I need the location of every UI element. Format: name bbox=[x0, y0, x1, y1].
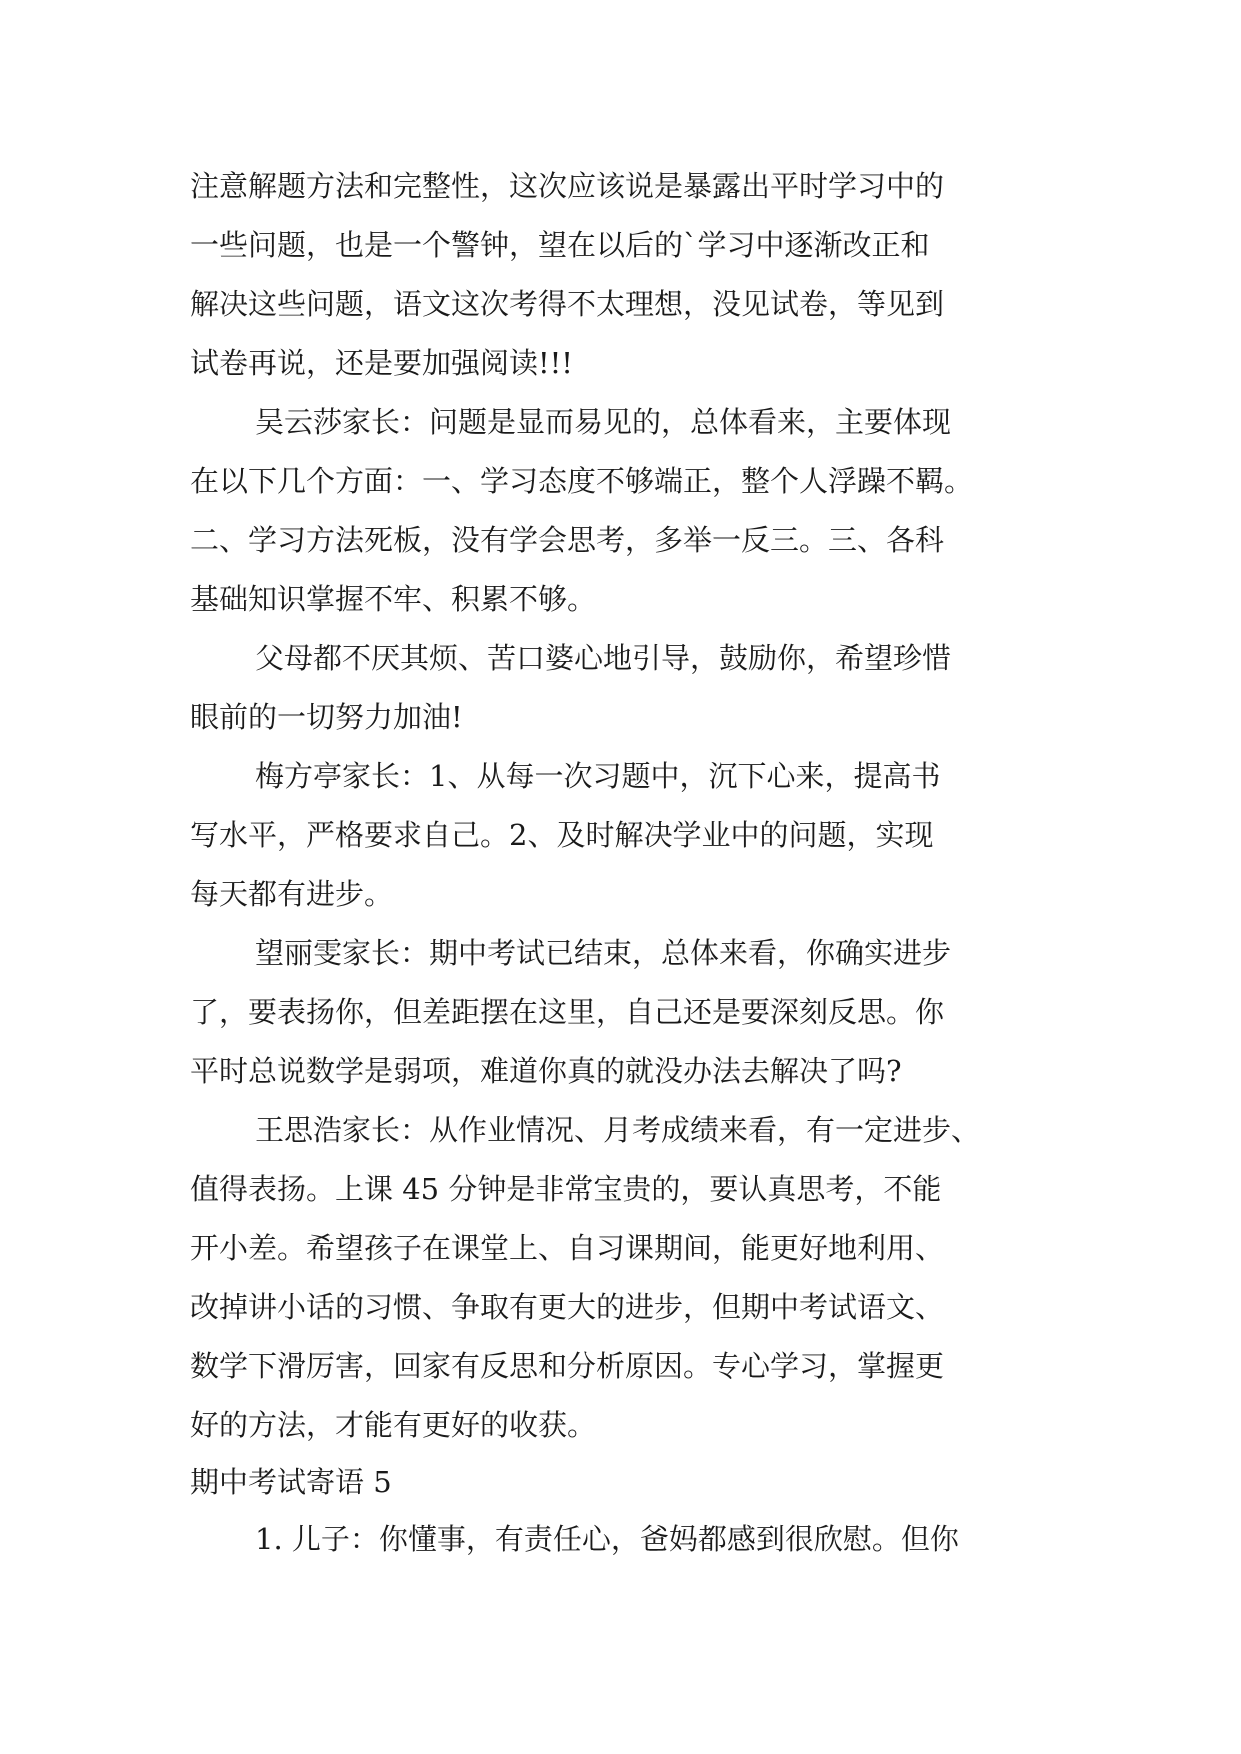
paragraph-first-line: 1. 儿子：你懂事，有责任心，爸妈都感到很欣慰。但你 bbox=[255, 1522, 959, 1556]
paragraph-first-line: 王思浩家长：从作业情况、月考成绩来看，有一定进步、 bbox=[255, 1113, 981, 1147]
text-line: 每天都有进步。 bbox=[190, 877, 394, 911]
text-line: 在以下几个方面：一、学习态度不够端正，整个人浮躁不羁。 bbox=[190, 464, 974, 498]
text-line: 了，要表扬你，但差距摆在这里，自己还是要深刻反思。你 bbox=[190, 995, 945, 1029]
text-line: 一些问题，也是一个警钟，望在以后的`学习中逐渐改正和 bbox=[190, 228, 930, 262]
text-line: 二、学习方法死板，没有学会思考，多举一反三。三、各科 bbox=[190, 523, 945, 557]
text-line: 数学下滑厉害，回家有反思和分析原因。专心学习，掌握更 bbox=[190, 1349, 945, 1383]
paragraph-first-line: 梅方亭家长：1、从每一次习题中，沉下心来，提高书 bbox=[255, 759, 941, 793]
section-heading: 期中考试寄语 5 bbox=[190, 1465, 392, 1499]
text-line: 试卷再说，还是要加强阅读!!! bbox=[190, 346, 573, 380]
text-line: 平时总说数学是弱项，难道你真的就没办法去解决了吗? bbox=[190, 1054, 902, 1088]
paragraph-first-line: 父母都不厌其烦、苦口婆心地引导，鼓励你，希望珍惜 bbox=[255, 641, 952, 675]
text-line: 注意解题方法和完整性，这次应该说是暴露出平时学习中的 bbox=[190, 169, 945, 203]
text-line: 写水平，严格要求自己。2、及时解决学业中的问题，实现 bbox=[190, 818, 934, 852]
text-line: 改掉讲小话的习惯、争取有更大的进步，但期中考试语文、 bbox=[190, 1290, 945, 1324]
paragraph-first-line: 吴云莎家长：问题是显而易见的，总体看来，主要体现 bbox=[255, 405, 952, 439]
text-line: 值得表扬。上课 45 分钟是非常宝贵的，要认真思考，不能 bbox=[190, 1172, 942, 1206]
text-line: 好的方法，才能有更好的收获。 bbox=[190, 1408, 597, 1442]
text-line: 基础知识掌握不牢、积累不够。 bbox=[190, 582, 597, 616]
paragraph-first-line: 望丽雯家长：期中考试已结束，总体来看，你确实进步 bbox=[255, 936, 952, 970]
text-line: 眼前的一切努力加油! bbox=[190, 700, 463, 734]
text-line: 开小差。希望孩子在课堂上、自习课期间，能更好地利用、 bbox=[190, 1231, 945, 1265]
text-line: 解决这些问题，语文这次考得不太理想，没见试卷，等见到 bbox=[190, 287, 945, 321]
